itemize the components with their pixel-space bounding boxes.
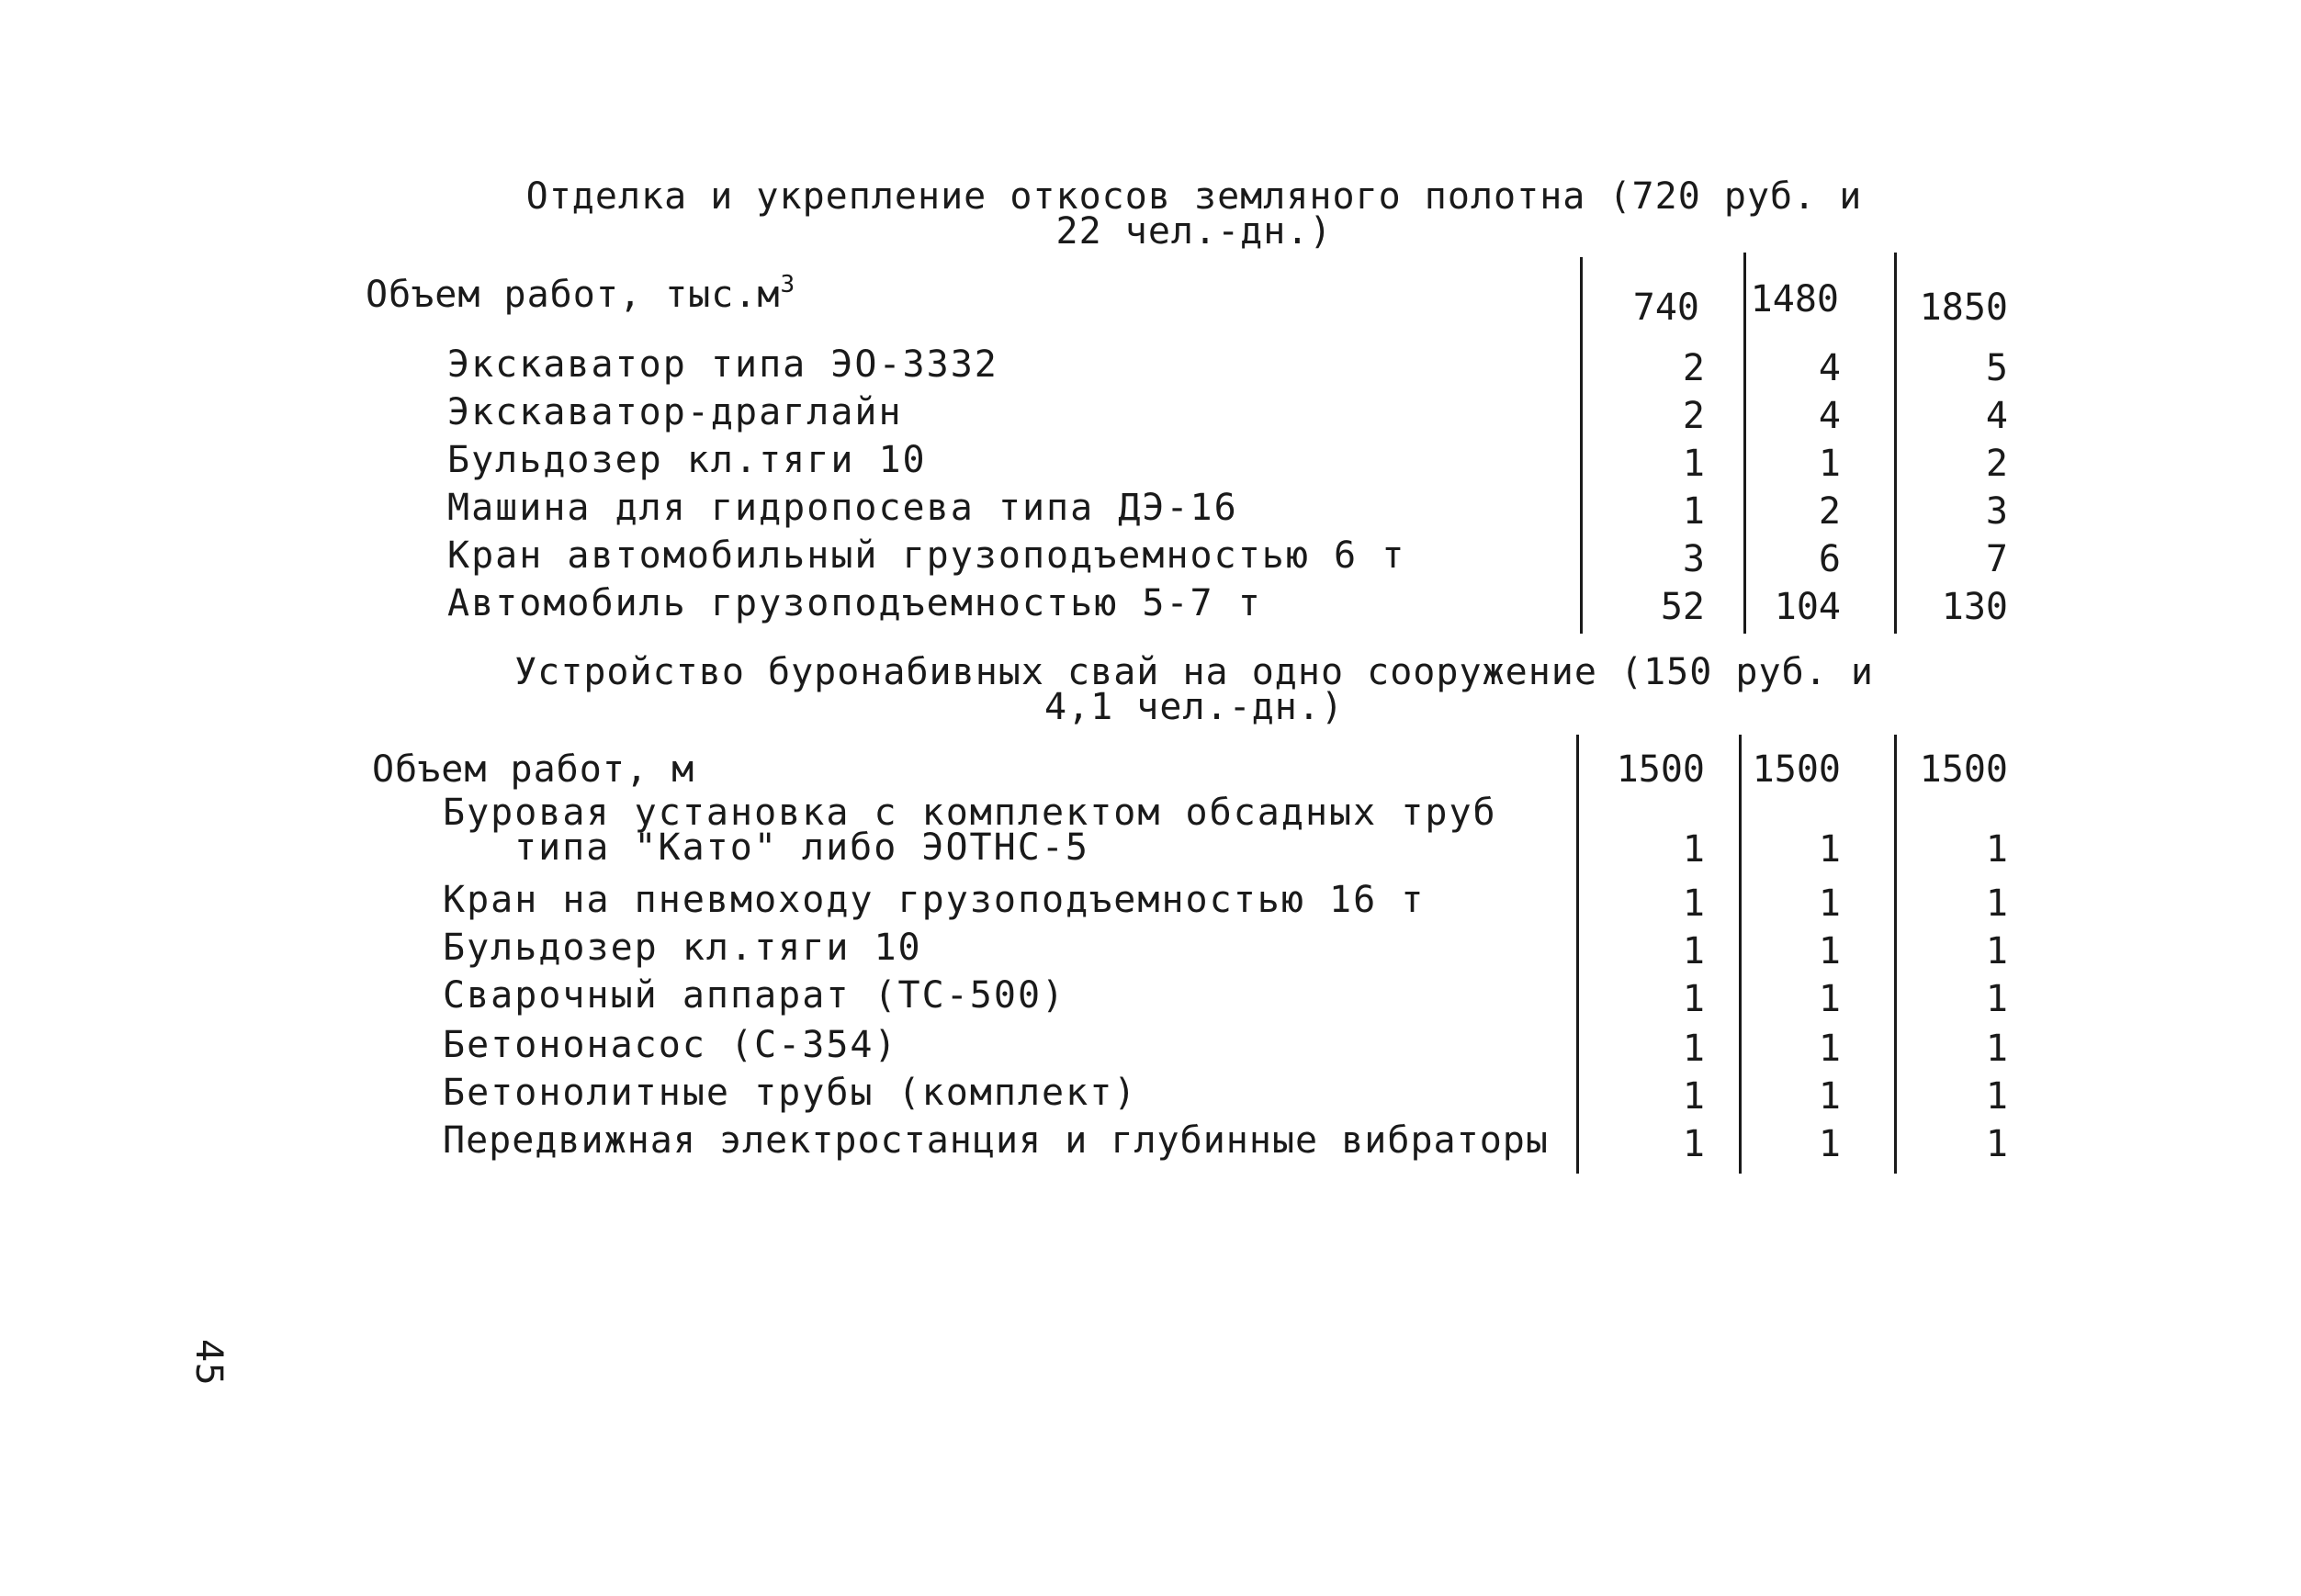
section2-row-value: 1 [1682,930,1705,972]
section2-row-label: Кран на пневмоходу грузоподъемностью 16 т [443,879,1426,921]
section2-row-value: 1 [1818,1123,1841,1165]
section2-title-line2: 4,1 чел.-дн.) [1043,686,1345,728]
section1-row-value: 1 [1682,490,1705,533]
section1-row-label: Кран автомобильный грузоподъемностью 6 т [447,534,1406,577]
section2-volume-label: Объем работ, м [372,748,695,791]
section1-volume-col2: 1480 [1750,278,1839,320]
section2-row-value: 1 [1985,828,2008,871]
section2-row-value: 1 [1985,882,2008,925]
section1-volume-label [366,271,795,316]
section1-row-value: 130 [1941,586,2008,628]
section2-row-value: 1 [1682,1075,1705,1118]
section2-volume-col2: 1500 [1752,748,1841,791]
section2-row-value: 1 [1985,1123,2008,1165]
section2-row-value: 1 [1682,978,1705,1020]
section2-column-divider [1739,735,1742,1174]
section2-row-label-line1: Буровая установка с комплектом обсадных труб [443,792,1497,834]
section1-volume-text: Объем работ, тыс.м [366,274,781,316]
section1-row-value: 3 [1985,490,2008,533]
section2-row-value: 1 [1985,1028,2008,1070]
section1-row-label: Автомобиль грузоподъемностью 5-7 т [447,582,1262,624]
section1-volume-col1: 740 [1632,287,1699,329]
section2-row-label: Бетононасос (С-354) [443,1024,898,1066]
section2-row-value: 1 [1818,1028,1841,1070]
section2-row-value: 1 [1682,1123,1705,1165]
section1-row-value: 2 [1682,395,1705,437]
section2-row-value: 1 [1682,882,1705,925]
section1-row-value: 2 [1682,347,1705,389]
section2-row-label: Бетонолитные трубы (комплект) [443,1072,1138,1114]
section1-row-value: 6 [1818,538,1841,580]
section1-column-divider [1894,253,1897,634]
section1-row-value: 7 [1985,538,2008,580]
section1-column-divider [1743,253,1746,634]
section2-row-value: 1 [1985,978,2008,1020]
section1-row-value: 3 [1682,538,1705,580]
section1-title-line2: 22 чел.-дн.) [1055,210,1333,253]
section1-row-label: Экскаватор типа ЭО-3332 [447,343,998,386]
section2-row-value: 1 [1682,1028,1705,1070]
section2-column-divider [1576,735,1579,1174]
section2-row-value: 1 [1985,930,2008,972]
section2-row-value: 1 [1985,1075,2008,1118]
section2-row-value: 1 [1818,978,1841,1020]
section2-row-value: 1 [1818,930,1841,972]
section1-column-divider [1580,257,1583,634]
section2-row-label [443,792,1497,869]
section1-row-value: 4 [1818,395,1841,437]
section2-title-line1: Устройство буронабивных свай на одно сооружение (150 руб. и [514,651,1874,693]
section2-row-value: 1 [1818,882,1841,925]
section2-row-label: Сварочный аппарат (ТС-500) [443,974,1066,1017]
page-number: 45 [187,1339,230,1386]
section1-row-value: 104 [1774,586,1841,628]
section1-row-label: Бульдозер кл.тяги 10 [447,439,927,481]
section2-row-value: 1 [1818,1075,1841,1118]
section2-volume-col3: 1500 [1919,748,2008,791]
section1-row-value: 2 [1985,443,2008,485]
section1-title [496,175,1892,253]
section2-title [496,651,1892,728]
section1-row-value: 4 [1985,395,2008,437]
section1-row-value: 2 [1818,490,1841,533]
section2-row-label: Передвижная электростанция и глубинные вибраторы [443,1119,1549,1162]
section1-volume-col3: 1850 [1919,287,2008,329]
section1-row-value: 5 [1985,347,2008,389]
section2-row-label: Бульдозер кл.тяги 10 [443,927,922,969]
section2-row-value: 1 [1818,828,1841,871]
section1-row-label: Машина для гидропосева типа ДЭ-16 [447,487,1238,529]
section2-row-label-line2: типа "Като" либо ЭОТНС-5 [514,826,1089,869]
section1-row-value: 4 [1818,347,1841,389]
section1-title-line1: Отделка и укрепление откосов земляного полотна (720 руб. и [525,175,1863,218]
section1-row-value: 1 [1682,443,1705,485]
section2-column-divider [1894,735,1897,1174]
section2-volume-col1: 1500 [1616,748,1705,791]
section1-row-value: 1 [1818,443,1841,485]
section1-volume-unit-sup: 3 [780,271,796,298]
section1-row-label: Экскаватор-драглайн [447,391,903,433]
section1-row-value: 52 [1660,586,1705,628]
section2-row-value: 1 [1682,828,1705,871]
